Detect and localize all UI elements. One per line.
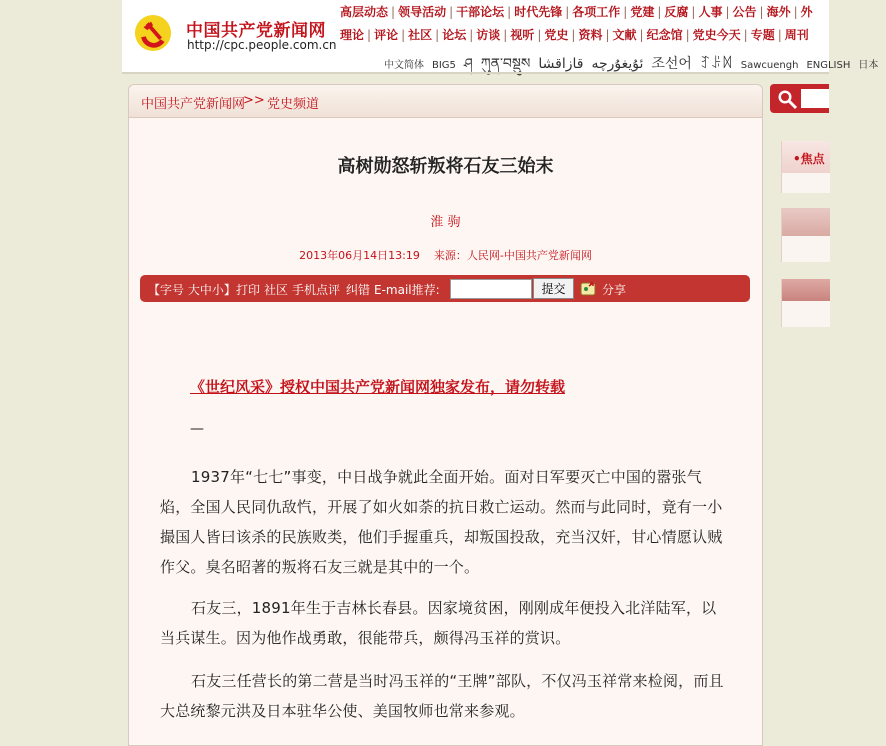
- nav-separator: |: [759, 5, 764, 19]
- top-nav-item[interactable]: 社区: [408, 28, 433, 42]
- top-nav-item[interactable]: 党史: [544, 28, 569, 42]
- search-icon[interactable]: [776, 88, 798, 110]
- top-nav-primary: [340, 3, 813, 20]
- top-nav-item[interactable]: 党建: [630, 5, 655, 19]
- top-nav-item[interactable]: 访谈: [476, 28, 501, 42]
- focus-tab[interactable]: [782, 141, 830, 173]
- article-source[interactable]: 来源：人民网-中国共产党新闻网: [433, 249, 592, 262]
- party-emblem-icon: [134, 14, 172, 52]
- sidebar-panel-header: [782, 279, 830, 301]
- community-link[interactable]: 社区: [264, 283, 289, 297]
- top-nav-item[interactable]: 理论: [340, 28, 365, 42]
- section-dash: —: [190, 421, 204, 437]
- site-url: http://cpc.people.com.cn: [187, 38, 337, 52]
- email-recommend-label: E-mail推荐:: [374, 283, 440, 297]
- article-panel: [128, 84, 763, 746]
- language-link[interactable]: ཀུན་བསྡུས: [480, 56, 531, 72]
- article-meta: [129, 247, 762, 263]
- nav-separator: |: [623, 5, 628, 19]
- top-nav-item[interactable]: 周刊: [784, 28, 809, 42]
- article-author: 淮 驹: [430, 215, 461, 230]
- nav-separator: |: [605, 28, 610, 42]
- print-link[interactable]: 打印: [236, 283, 261, 297]
- site-search: [770, 84, 829, 113]
- nav-separator: |: [691, 5, 696, 19]
- breadcrumb-separator: >>: [243, 93, 265, 108]
- nav-separator: |: [435, 28, 440, 42]
- language-link[interactable]: ཤ: [463, 56, 473, 72]
- top-nav-item[interactable]: 文献: [612, 28, 637, 42]
- nav-separator: |: [391, 5, 396, 19]
- site-header: [122, 0, 879, 74]
- top-nav-item[interactable]: 党史今天: [692, 28, 741, 42]
- nav-separator: |: [685, 28, 690, 42]
- top-nav-item[interactable]: 公告: [732, 5, 757, 19]
- site-name: 中国共产党新闻网: [186, 21, 326, 41]
- share-icon[interactable]: [580, 280, 596, 296]
- nav-separator: |: [571, 28, 576, 42]
- top-nav-item[interactable]: 外: [800, 5, 813, 19]
- header-divider: [122, 72, 829, 74]
- nav-separator: |: [401, 28, 406, 42]
- top-nav-secondary: [340, 26, 809, 43]
- article-toolbar: [140, 275, 750, 302]
- breadcrumb: [129, 85, 762, 118]
- language-link[interactable]: 조선어: [651, 56, 692, 72]
- top-nav-item[interactable]: 领导活动: [398, 5, 447, 19]
- correction-link[interactable]: 纠错: [346, 283, 371, 297]
- search-input[interactable]: [801, 89, 829, 108]
- site-logo[interactable]: [130, 12, 337, 62]
- focus-tab-label: •焦点: [793, 152, 825, 166]
- nav-separator: |: [657, 5, 662, 19]
- top-nav-item[interactable]: 视听: [510, 28, 535, 42]
- article-paragraph: 石友三任营长的第二营是当时冯玉祥的“王牌”部队，不仅冯玉祥常来检阅，而且大总统黎元洪及日本驻华公使、美国牧师也常来参观。: [160, 672, 724, 720]
- language-link[interactable]: 中文简体: [384, 60, 424, 71]
- nav-separator: |: [777, 28, 782, 42]
- top-nav-item[interactable]: 海外: [766, 5, 791, 19]
- nav-separator: |: [503, 28, 508, 42]
- language-link[interactable]: ئۇيغۇرچە: [591, 56, 644, 72]
- mobile-comment-link[interactable]: 手机点评: [292, 283, 341, 297]
- language-link[interactable]: ꆈꌠꉙ: [699, 56, 733, 72]
- language-link[interactable]: ENGLISH: [806, 60, 851, 71]
- language-link[interactable]: 日本: [858, 60, 879, 71]
- sidebar-panel-2: [781, 208, 830, 262]
- article-date: 2013年06月14日13:19: [299, 249, 420, 262]
- nav-separator: |: [565, 5, 570, 19]
- article-paragraph: 石友三，1891年生于吉林长春县。因家境贫困，刚刚成年便投入北洋陆军，以当兵谋生。因为他作战勇敢，很能带兵，颇得冯玉祥的赏识。: [160, 599, 717, 647]
- nav-separator: |: [639, 28, 644, 42]
- top-nav-item[interactable]: 纪念馆: [646, 28, 683, 42]
- nav-separator: |: [725, 5, 730, 19]
- copyright-notice[interactable]: 《世纪风采》授权中国共产党新闻网独家发布，请勿转载: [190, 378, 566, 396]
- nav-separator: |: [507, 5, 512, 19]
- submit-button[interactable]: 提交: [533, 278, 574, 299]
- top-nav-item[interactable]: 时代先锋: [514, 5, 563, 19]
- article-title: 高树勋怒斩叛将石友三始末: [337, 156, 554, 177]
- top-nav-item[interactable]: 评论: [374, 28, 399, 42]
- top-nav-item[interactable]: 干部论坛: [456, 5, 505, 19]
- top-nav-item[interactable]: 专题: [750, 28, 775, 42]
- language-link[interactable]: Sawcuengh: [740, 60, 799, 71]
- language-switcher: [384, 47, 886, 87]
- nav-separator: |: [793, 5, 798, 19]
- top-nav-item[interactable]: 论坛: [442, 28, 467, 42]
- sidebar-panel-3: [781, 279, 830, 327]
- top-nav-item[interactable]: 各项工作: [572, 5, 621, 19]
- nav-separator: |: [537, 28, 542, 42]
- font-size-control[interactable]: 【字号 大中小】: [148, 283, 236, 297]
- nav-separator: |: [449, 5, 454, 19]
- language-link[interactable]: قازاقشا: [538, 56, 584, 72]
- language-link[interactable]: BIG5: [432, 60, 456, 71]
- top-nav-item[interactable]: 人事: [698, 5, 723, 19]
- top-nav-item[interactable]: 高层动态: [340, 5, 389, 19]
- top-nav-item[interactable]: 反腐: [664, 5, 689, 19]
- nav-separator: |: [469, 28, 474, 42]
- share-link[interactable]: 分享: [602, 283, 627, 297]
- sidebar-panel-header: [782, 208, 830, 236]
- breadcrumb-channel-link[interactable]: 党史频道: [267, 97, 320, 112]
- email-input[interactable]: [450, 279, 532, 299]
- nav-separator: |: [367, 28, 372, 42]
- focus-panel: [781, 141, 830, 193]
- breadcrumb-home-link[interactable]: 中国共产党新闻网: [141, 97, 246, 112]
- top-nav-item[interactable]: 资料: [578, 28, 603, 42]
- nav-separator: |: [743, 28, 748, 42]
- article-paragraph: 1937年“七七”事变，中日战争就此全面开始。面对日军要灭亡中国的嚣张气焰，全国人民同仇敌忾，开展了如火如荼的抗日救亡运动。然而与此同时，竟有一小撮国人皆曰该杀的民族败类，他们手握重兵，却叛国投敌，充当汉奸，甘心情愿认贼作父。臭名昭著的叛将石友三就是其中的一个。: [160, 468, 723, 576]
